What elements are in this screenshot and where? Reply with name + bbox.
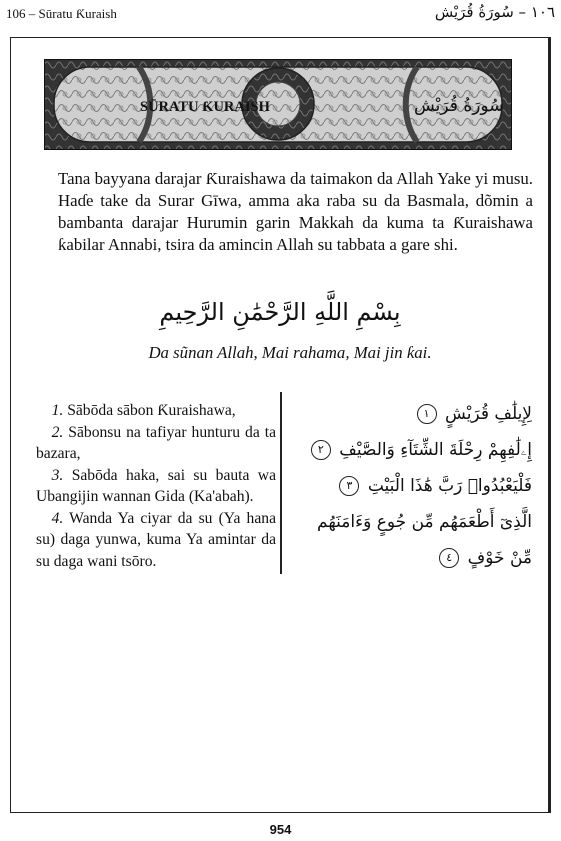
banner-arabic-title: سُورَةُ قُرَيْش <box>414 96 504 116</box>
verse-text: Sabōda haka, sai su bauta wa Ubangijin wannan Gida (Ka'abah). <box>36 466 276 505</box>
verse-translation-2 <box>36 422 276 465</box>
surah-banner <box>44 59 512 150</box>
column-divider <box>280 392 282 574</box>
arabic-verse-3 <box>300 468 532 504</box>
arabic-column <box>300 396 532 576</box>
verse-text: Wanda Ya ciyar da su (Ya hana su) daga yunwa, kuma Ya amintar da su daga wani tsōro. <box>36 509 276 570</box>
verse-number: 4. <box>51 509 64 527</box>
basmala-arabic: بِسْمِ اللَّهِ الرَّحْمَٰنِ الرَّحِيمِ <box>159 298 401 326</box>
banner-latin-title: SŪRATU ƘURAISH <box>140 99 270 115</box>
verse-number: 3. <box>51 466 64 484</box>
arabic-verse-2 <box>300 432 532 468</box>
arabic-verse-text: إِۦلَٰفِهِمْ رِحْلَةَ الشِّتَآءِ وَالصَّيْفِ <box>339 440 532 460</box>
running-head-left: 106 – Sūratu Ƙuraish <box>6 6 117 21</box>
verse-translation-1 <box>36 400 276 422</box>
arabic-verse-text: مِّنْ خَوْفٍ <box>467 548 532 568</box>
verse-end-marker: ٤ <box>439 548 459 568</box>
arabic-verse-1 <box>300 396 532 432</box>
verse-text: Sābonsu na tafiyar hunturu da ta bazara, <box>36 423 276 462</box>
surah-introduction <box>58 168 533 256</box>
introduction-paragraph: Tana bayyana darajar Ƙuraishawa da taimakon da Allah Yake yi musu. Haɗe take da Surar Gīwa, amma aka raba su da Basmala, dõmin a bambanta darajar Hurumin garin Makkah da kuma ta Ƙuraishawa ƙabilar Annabi, tsira da amincin Allah su tabbata a gare shi. <box>58 169 533 254</box>
arabic-verse-4-line-2 <box>300 540 532 576</box>
surah-banner-ornament <box>44 59 512 150</box>
running-head-right: ١٠٦ – سُورَةُ قُرَيْش <box>434 3 555 21</box>
page-number: 954 <box>269 822 292 837</box>
translation-column <box>36 400 276 572</box>
verse-end-marker: ٣ <box>339 476 359 496</box>
arabic-verse-4-line-1 <box>300 504 532 540</box>
verse-end-marker: ٢ <box>311 440 331 460</box>
running-head <box>0 0 561 26</box>
arabic-verse-text: فَلْيَعْبُدُوا۟ رَبَّ هَٰذَا الْبَيْتِ <box>367 476 532 496</box>
arabic-verse-text: لِإِيلَٰفِ قُرَيْشٍ <box>445 404 532 424</box>
basmala-translation: Da sũnan Allah, Mai rahama, Mai jin ƙai. <box>148 343 432 362</box>
verse-translation-4 <box>36 508 276 573</box>
arabic-verse-text: الَّذِىٓ أَطْعَمَهُم مِّن جُوعٍ وَءَامَنَهُم <box>317 512 532 532</box>
verse-end-marker: ١ <box>417 404 437 424</box>
verse-text: Sābōda sābon Ƙuraishawa, <box>67 402 236 419</box>
verse-translation-3 <box>36 465 276 508</box>
verse-number: 1. <box>51 402 64 419</box>
verse-number: 2. <box>51 423 64 441</box>
